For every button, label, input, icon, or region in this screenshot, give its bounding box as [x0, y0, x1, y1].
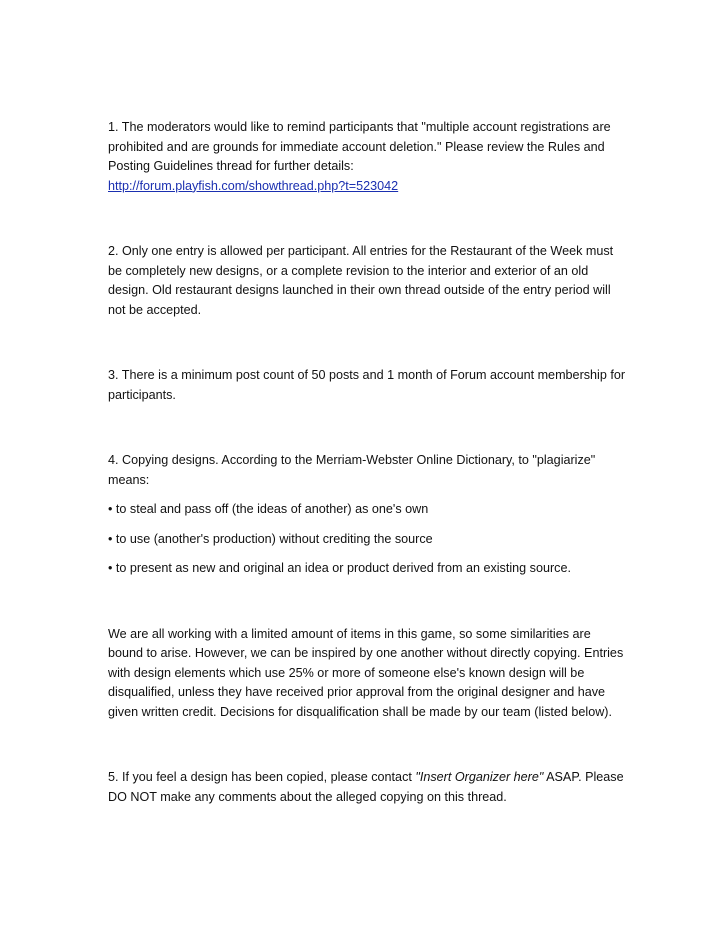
document-body — [108, 118, 628, 807]
rule-1-text: 1. The moderators would like to remind participants that "multiple account registrations are prohibited and are grounds for immediate account deletion." Please review the Rules and Posting Guidelines thread for further details: — [108, 120, 611, 173]
rules-thread-link[interactable]: http://forum.playfish.com/showthread.php?t=523042 — [108, 178, 399, 193]
organizer-placeholder: "Insert Organizer here" — [415, 770, 544, 784]
rule-4-followup: We are all working with a limited amount of items in this game, so some similarities are bound to arise. However, we can be inspired by one another without directly copying. Entries with design elements which use 25% or more of someone else's known design will be disqualified, unless they have received prior approval from the original designer and have given written credit. Decisions for disqualification shall be made by our team (listed below). — [108, 626, 624, 719]
rule-3: 3. There is a minimum post count of 50 posts and 1 month of Forum account membership for participants. — [108, 368, 626, 402]
spacer — [108, 405, 628, 451]
rule-4-bullet-3: • to present as new and original an idea or product derived from an existing source. — [108, 561, 571, 575]
rule-2: 2. Only one entry is allowed per participant. All entries for the Restaurant of the Week must be completely new designs, or a complete revision to the interior and exterior of an old design. Old restaurant designs launched in their own thread outside of the entry period will not be accepted. — [108, 244, 614, 317]
rule-4-bullet-1: • to steal and pass off (the ideas of another) as one's own — [108, 502, 429, 516]
rule-5-suffix: ASAP. Please DO NOT make any comments about the alleged copying on this thread. — [108, 770, 624, 804]
spacer — [108, 196, 628, 242]
spacer — [108, 579, 628, 625]
spacer — [108, 490, 628, 500]
spacer — [108, 722, 628, 768]
rule-1 — [108, 118, 628, 196]
spacer — [108, 549, 628, 559]
spacer — [108, 520, 628, 530]
rule-4-intro: 4. Copying designs. According to the Merriam-Webster Online Dictionary, to "plagiarize" means: — [108, 453, 596, 487]
spacer — [108, 320, 628, 366]
rule-4-bullet-2: • to use (another's production) without crediting the source — [108, 531, 433, 546]
rule-5-prefix: 5. If you feel a design has been copied, please contact — [108, 770, 416, 784]
rule-5 — [108, 768, 628, 807]
